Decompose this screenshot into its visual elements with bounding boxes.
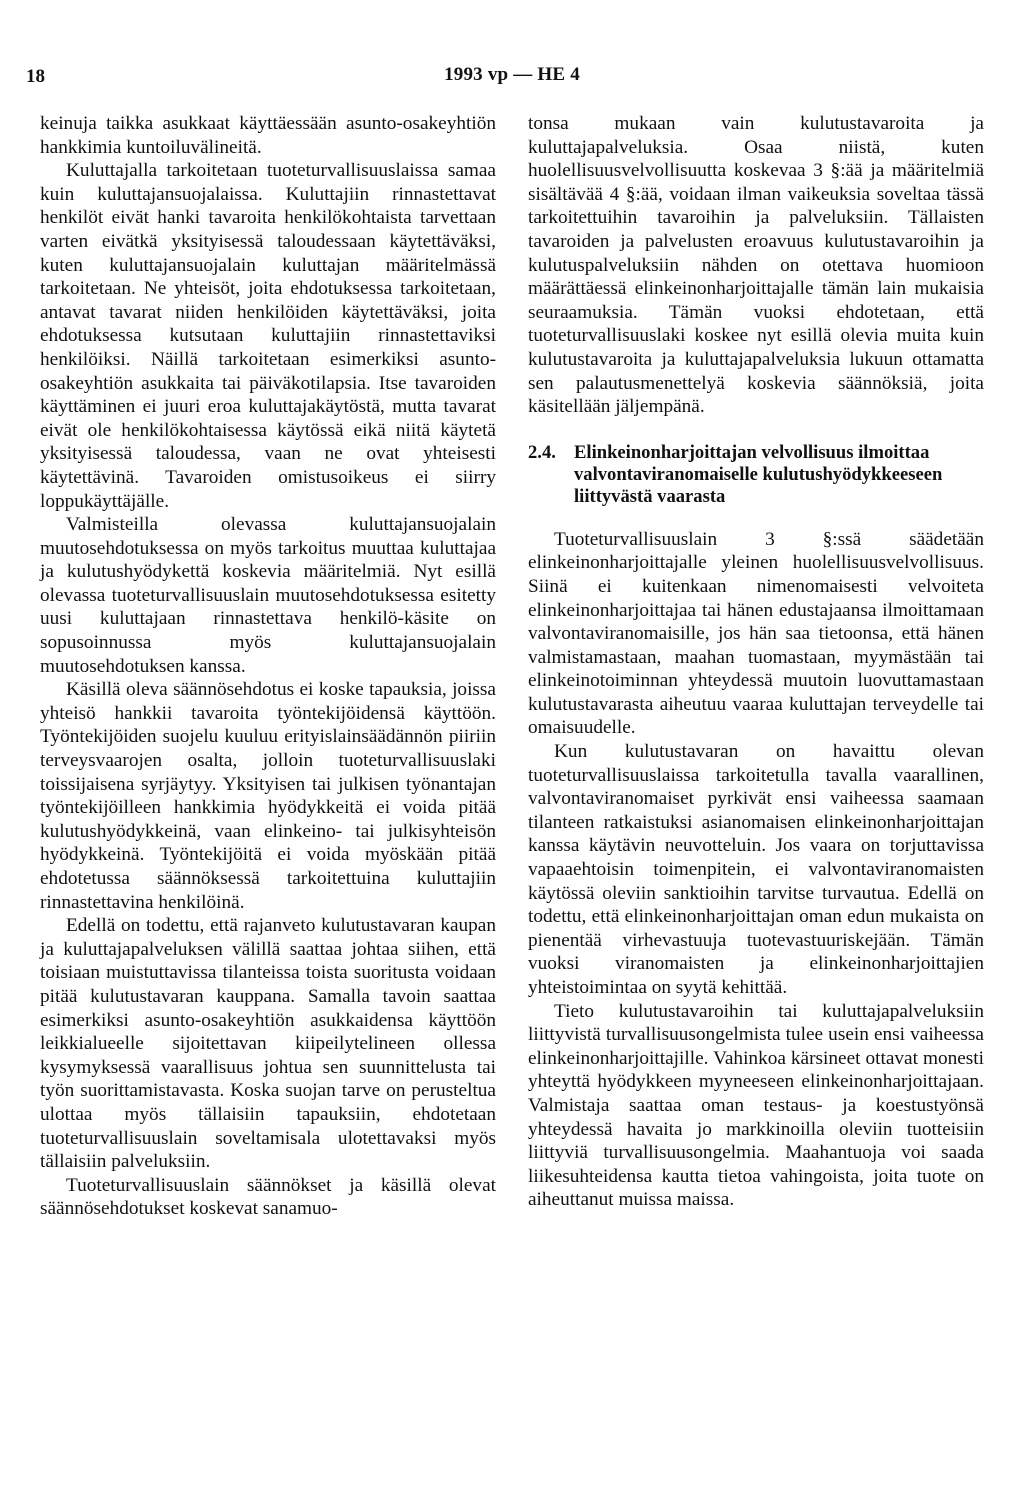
paragraph: Valmisteilla olevassa kuluttajansuojalain muutosehdotuksessa on myös tarkoitus muuttaa kuluttajaa ja kulutushyödykettä koskevia määritelmiä. Nyt esillä olevassa tuoteturvallisuuslain muutosehdotuksessa esitetty uusi kuluttajaan rinnastettava henkilö-käsite on sopusoinnussa myös kuluttajansuojalain muutosehdotuksen kanssa. — [40, 514, 496, 677]
right-column — [528, 112, 984, 1212]
page-header-title: 1993 vp — HE 4 — [444, 64, 580, 85]
page-number: 18 — [26, 66, 45, 87]
paragraph: Kun kulutustavaran on havaittu olevan tuoteturvallisuuslaissa tarkoitetulla tavalla vaarallinen, valvontaviranomaiset pyrkivät ensi vaiheessa saamaan tilanteen ratkaistuksi asianomaisen elinkeinonharjoittajan kanssa käytävin neuvotteluin. Jos vaara on torjuttavissa vapaaehtoisin toimenpitein, ei valvontaviranomaisten käytössä oleviin sanktioihin tarvitse turvautua. Edellä on todettu, että elinkeinonharjoittajan oman edun mukaista on pienentää virhevastuuja tuotevastuuriskejään. Tämän vuoksi viranomaisten ja elinkeinonharjoittajien yhteistoimintaa on syytä kehittää. — [528, 741, 984, 998]
paragraph: Edellä on todettu, että rajanveto kulutustavaran kaupan ja kuluttajapalveluksen välillä saattaa johtaa siihen, että toisiaan muistuttavissa tilanteissa toista suoritusta voidaan pitää kulutustavaran kauppana. Samalla tavoin saattaa esimerkiksi asunto-osakeyhtiön asukkaidensa käyttöön leikkialueelle sijoitettavan kiipeilytelineen ollessa kysymyksessä vaarallisuus johtua sen suunnittelusta tai työn suorittamistavasta. Koska suojan tarve on perusteltua ulottaa myös tällaisiin tapauksiin, ehdotetaan tuoteturvallisuuslain soveltamisala ulotettavaksi myös tällaisiin palveluksiin. — [40, 915, 496, 1173]
paragraph: Tuoteturvallisuuslain säännökset ja käsillä olevat säännösehdotukset koskevat sanamuo- — [40, 1174, 496, 1220]
section-number: 2.4. — [528, 441, 556, 463]
paragraph: keinuja taikka asukkaat käyttäessään asunto-osakeyhtiön hankkimia kuntoiluvälineitä. — [40, 113, 496, 158]
paragraph: Käsillä oleva säännösehdotus ei koske tapauksia, joissa yhteisö hankkii tavaroita työntekijöidensä käyttöön. Työntekijöiden suojelu kuuluu erityislainsäädännön piiriin terveysvaarojen osalta, jolloin tuoteturvallisuuslaki toissijaisena syrjäytyy. Yksityisen tai julkisen työnantajan työntekijöilleen hankkimia hyödykkeitä ei voida pitää kulutushyödykkeinä, vaan elinkeino- tai julkisyhteisön hyödykkeinä. Työntekijöitä ei voida myöskään pitää ehdotetussa säännöksessä tarkoitettuina kuluttajiin rinnastettavina henkilöinä. — [40, 679, 496, 913]
section-title: Elinkeinonharjoittajan velvollisuus ilmoittaa valvontaviranomaiselle kulutushyödykkeeseen liittyvästä vaarasta — [574, 441, 943, 507]
paragraph: Tieto kulutustavaroihin tai kuluttajapalveluksiin liittyvistä turvallisuusongelmista tulee usein ensi vaiheessa elinkeinonharjoittajille. Vahinkoa kärsineet ottavat monesti yhteyttä hyödykkeen myyneeseen elinkeinonharjoittajaan. Valmistaja saattaa oman testaus- ja koestustyönsä yhteydessä havaita jo markkinoilla oleviin tuotteisiin liittyviä turvallisuusongelmia. Maahantuoja voi saada liikesuhteidensa kautta tietoa vahingoista, joita tuote on aiheuttanut muissa maissa. — [528, 1000, 984, 1211]
section-heading — [528, 442, 984, 508]
paragraph: tonsa mukaan vain kulutustavaroita ja kuluttajapalveluksia. Osaa niistä, kuten huolellisuusvelvollisuutta koskevaa 3 §:ää ja määritelmiä sisältävää 4 §:ää, voidaan ilman vaikeuksia soveltaa tässä tarkoitettuihin tavaroihin ja palveluksiin. Tällaisten tavaroiden ja palvelusten eroavuus kulutustavaroihin ja kulutuspalveluksiin nähden on otettava huomioon määrättäessä elinkeinonharjoittajalle tämän lain mukaisia seuraamuksia. Tämän vuoksi ehdotetaan, että tuoteturvallisuuslaki koskee nyt esillä olevia muita kuin kulutustavaroita ja kuluttajapalveluksia lukuun ottamatta sen palautusmenettelyä koskevia säännöksiä, joita käsitellään jäljempänä. — [528, 113, 984, 418]
paragraph: Tuoteturvallisuuslain 3 §:ssä säädetään elinkeinonharjoittajalle yleinen huolellisuusvelvollisuus. Siinä ei kuitenkaan nimenomaisesti velvoiteta elinkeinonharjoittajaa tai hänen edustajaansa ilmoittamaan valvontaviranomaisille, jos hän saa tietoonsa, että hänen valmistamastaan, maahan tuomastaan, myymästään tai elinkeinotoiminnan yhteydessä muutoin luovuttamastaan kulutustavarasta aiheutuu vaaraa kuluttajan terveydelle tai omaisuudelle. — [528, 528, 984, 739]
left-column — [40, 112, 496, 1221]
paragraph: Kuluttajalla tarkoitetaan tuoteturvallisuuslaissa samaa kuin kuluttajansuojalaissa. Kuluttajiin rinnastettavat henkilöt eivät hanki tavaroita henkilökohtaista tarvettaan varten eivätkä yksityisessä taloudessaan käytettäväksi, kuten kuluttajansuojalain kuluttajan määritelmässä tarkoitetaan. Ne yhteisöt, joita ehdotuksessa tarkoitetaan, antavat tavarat niiden henkilöiden käytettäväksi, joita ehdotuksessa kutsutaan kuluttajiin rinnastettaviksi henkilöiksi. Näillä tarkoitetaan esimerkiksi asunto-osakeyhtiön asukkaita tai päiväkotilapsia. Itse tavaroiden käyttäminen ei juuri eroa kuluttajakäytöstä, mutta tavarat eivät ole henkilökohtaisessa käytössä eikä niitä käytetä yksityisessä taloudessa, vaan ne ovat yhteisesti käytettävinä. Tavaroiden omistusoikeus ei siirry loppukäyttäjälle. — [40, 160, 496, 512]
